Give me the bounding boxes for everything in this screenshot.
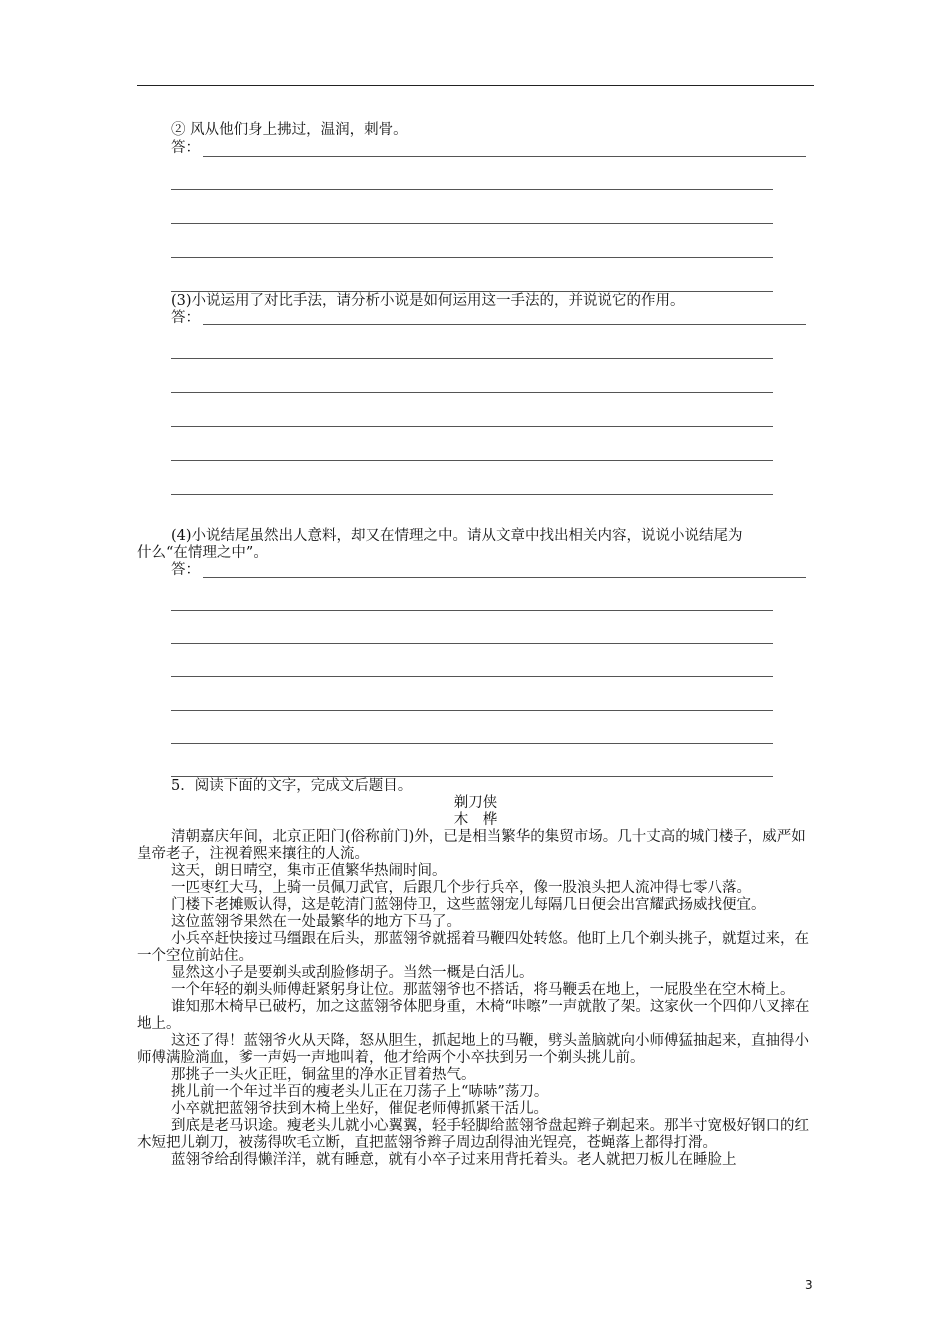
q2-prompt: ② 风从他们身上拂过，温润，刺骨。 (171, 122, 408, 138)
q4-answer-label: 答： (171, 562, 200, 578)
paragraph: 一匹枣红大马，上骑一员佩刀武官，后跟几个步行兵卒，像一股浪头把人流冲得七零八落。 (171, 880, 751, 896)
answer-line[interactable] (171, 460, 773, 461)
answer-line[interactable] (171, 426, 773, 427)
answer-line[interactable] (171, 743, 773, 744)
answer-line[interactable] (171, 610, 773, 611)
passage-author: 木 桦 (453, 812, 498, 828)
answer-line[interactable] (171, 257, 773, 258)
q2-answer-label: 答： (171, 140, 200, 156)
q3-answer-label: 答： (171, 310, 200, 326)
answer-line[interactable] (203, 577, 806, 578)
paragraph: 到底是老马识途。瘦老头儿就小心翼翼，轻手轻脚给蓝翎爷盘起辫子剃起来。那半寸宽极好钢口的红木短把儿剃刀，被荡得吹毛立断，直把蓝翎爷辫子周边刮得油光锃亮，苍蝇落上都得打滑。 (137, 1118, 809, 1151)
paragraph: 这位蓝翎爷果然在一处最繁华的地方下马了。 (171, 914, 461, 930)
q5-prompt: 5．阅读下面的文字，完成文后题目。 (171, 778, 413, 794)
passage-body (137, 829, 817, 1169)
paragraph: 挑儿前一个年过半百的瘦老头儿正在刀荡子上“哧哧”荡刀。 (171, 1084, 549, 1100)
paragraph: 一个年轻的剃头师傅赶紧躬身让位。那蓝翎爷也不搭话，将马鞭丢在地上，一屁股坐在空木椅上。 (171, 982, 795, 998)
paragraph: 蓝翎爷给刮得懒洋洋，就有睡意，就有小卒子过来用背托着头。老人就把刀板儿在睡脸上 (171, 1152, 737, 1168)
paragraph: 谁知那木椅早已破朽，加之这蓝翎爷体肥身重，木椅“咔嚓”一声就散了架。这家伙一个四仰八叉摔在地上。 (137, 999, 810, 1032)
answer-line[interactable] (171, 494, 773, 495)
answer-line[interactable] (171, 710, 773, 711)
paragraph: 显然这小子是要剃头或刮脸修胡子。当然一概是白活儿。 (171, 965, 534, 981)
paragraph: 这还了得！蓝翎爷火从天降，怒从胆生，抓起地上的马鞭，劈头盖脑就向小师傅猛抽起来，直抽得小师傅满脸淌血，爹一声妈一声地叫着，他才给两个小卒扶到另一个剃头挑儿前。 (137, 1033, 809, 1066)
answer-line[interactable] (171, 189, 773, 190)
passage-title: 剃刀侠 (453, 795, 498, 811)
answer-line[interactable] (171, 223, 773, 224)
answer-line[interactable] (171, 291, 773, 292)
q4-prompt-line1: (4)小说结尾虽然出人意料，却又在情理之中。请从文章中找出相关内容，说说小说结尾为 (171, 528, 743, 544)
paragraph: 小兵卒赶快接过马缰跟在后头，那蓝翎爷就摇着马鞭四处转悠。他盯上几个剃头挑子，就踅过来，在一个空位前站住。 (137, 931, 809, 964)
paragraph: 门楼下老摊贩认得，这是乾清门蓝翎侍卫，这些蓝翎宠儿每隔几日便会出宫耀武扬威找便宜。 (171, 897, 766, 913)
paragraph: 清朝嘉庆年间，北京正阳门(俗称前门)外，已是相当繁华的集贸市场。几十丈高的城门楼子，威严如皇帝老子，注视着熙来攘往的人流。 (137, 829, 806, 862)
q3-prompt: (3)小说运用了对比手法，请分析小说是如何运用这一手法的，并说说它的作用。 (171, 293, 685, 309)
answer-line[interactable] (203, 324, 806, 325)
paragraph: 小卒就把蓝翎爷扶到木椅上坐好，催促老师傅抓紧干活儿。 (171, 1101, 548, 1117)
answer-line[interactable] (171, 776, 773, 777)
header-rule (137, 85, 814, 86)
answer-line[interactable] (171, 643, 773, 644)
answer-line[interactable] (203, 156, 806, 157)
page-number: 3 (805, 1278, 813, 1292)
answer-line[interactable] (171, 392, 773, 393)
q4-prompt-line2: 什么“在情理之中”。 (137, 545, 268, 561)
paragraph: 那挑子一头火正旺，铜盆里的净水正冒着热气。 (171, 1067, 476, 1083)
answer-line[interactable] (171, 676, 773, 677)
paragraph: 这天，朗日晴空，集市正值繁华热闹时间。 (171, 863, 447, 879)
answer-line[interactable] (171, 358, 773, 359)
